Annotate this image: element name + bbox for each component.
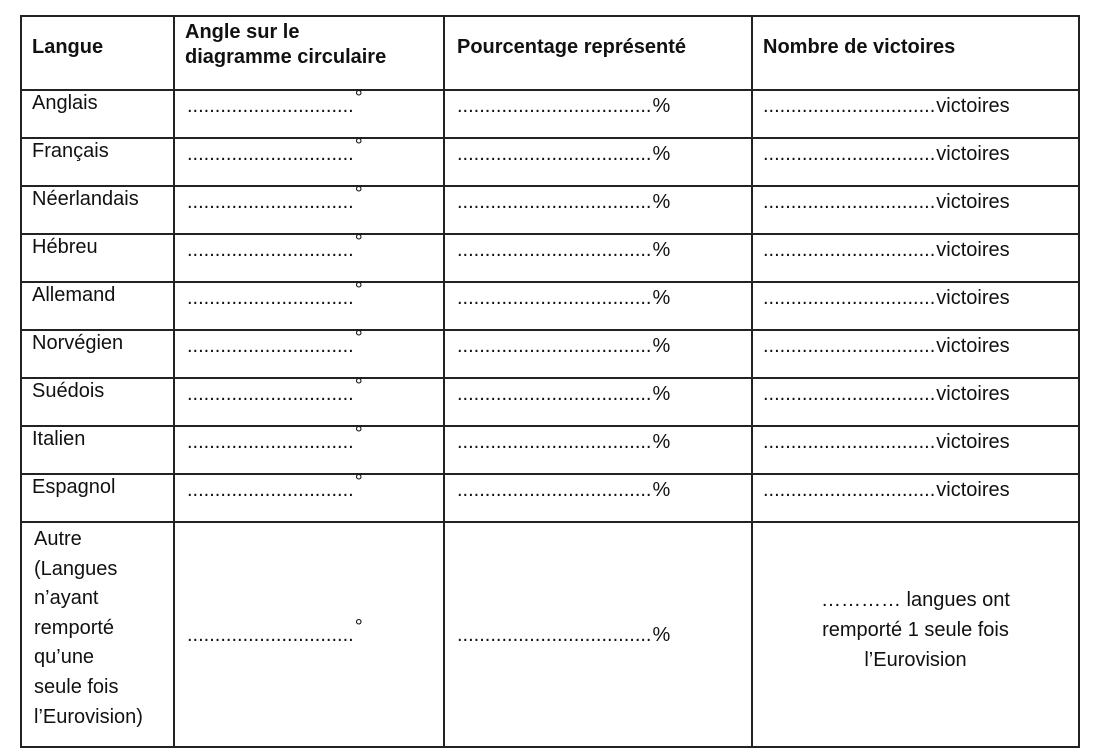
victories-unit: victoires bbox=[936, 383, 1010, 405]
header-langue bbox=[21, 16, 174, 90]
percent-cell bbox=[444, 330, 752, 378]
percent-unit: % bbox=[652, 383, 671, 405]
percent-blank[interactable] bbox=[457, 191, 741, 213]
angle-dots: .............................. bbox=[187, 479, 354, 501]
victories-dots: ............................... bbox=[763, 95, 936, 117]
percent-blank[interactable] bbox=[457, 479, 741, 501]
degree-unit: ° bbox=[354, 471, 363, 493]
victories-cell bbox=[752, 138, 1079, 186]
header-pourcentage bbox=[444, 16, 752, 90]
autre-line: remporté bbox=[34, 616, 115, 639]
angle-dots: .............................. bbox=[187, 383, 354, 405]
angle-blank[interactable] bbox=[187, 183, 433, 213]
language-name: Espagnol bbox=[32, 476, 116, 498]
victories-unit: victoires bbox=[936, 479, 1010, 501]
percent-dots: ................................... bbox=[457, 431, 652, 453]
language-cell bbox=[21, 378, 174, 426]
victories-cell bbox=[752, 234, 1079, 282]
percent-unit: % bbox=[652, 623, 671, 646]
language-name: Norvégien bbox=[32, 332, 124, 354]
percent-blank[interactable] bbox=[457, 383, 741, 405]
percent-dots: ................................... bbox=[457, 287, 652, 309]
autre-language-cell bbox=[21, 522, 174, 747]
autre-victories-line[interactable]: ………… langues ont bbox=[821, 588, 1010, 611]
language-cell bbox=[21, 186, 174, 234]
percent-blank[interactable] bbox=[457, 335, 741, 357]
table-row-autre bbox=[21, 522, 1079, 747]
victories-dots: ............................... bbox=[763, 479, 936, 501]
victories-cell bbox=[752, 426, 1079, 474]
language-cell bbox=[21, 90, 174, 138]
angle-cell bbox=[174, 375, 444, 426]
angle-blank[interactable] bbox=[187, 87, 433, 117]
header-victoires bbox=[752, 16, 1079, 90]
victories-dots: ............................... bbox=[763, 383, 936, 405]
language-name: Néerlandais bbox=[32, 188, 139, 210]
victories-cell bbox=[752, 282, 1079, 330]
angle-dots: .............................. bbox=[187, 191, 354, 213]
percent-dots: ................................... bbox=[457, 143, 652, 165]
victories-cell bbox=[752, 186, 1079, 234]
victories-cell bbox=[752, 474, 1079, 522]
table-row bbox=[21, 282, 1079, 330]
language-cell bbox=[21, 234, 174, 282]
percent-unit: % bbox=[652, 335, 671, 357]
degree-unit: ° bbox=[354, 231, 363, 253]
degree-unit: ° bbox=[354, 375, 363, 397]
percent-dots: ................................... bbox=[457, 335, 652, 357]
language-name: Italien bbox=[32, 428, 86, 450]
angle-blank[interactable] bbox=[187, 279, 433, 309]
language-name: Allemand bbox=[32, 284, 116, 306]
header-victoires-label: Nombre de victoires bbox=[763, 36, 956, 58]
victories-dots: ............................... bbox=[763, 191, 936, 213]
percent-dots: ................................... bbox=[457, 239, 652, 261]
angle-dots: .............................. bbox=[187, 143, 354, 165]
degree-unit: ° bbox=[354, 135, 363, 157]
victories-dots: ............................... bbox=[763, 287, 936, 309]
angle-blank[interactable] bbox=[187, 615, 433, 646]
angle-blank[interactable] bbox=[187, 471, 433, 501]
percent-blank[interactable] bbox=[457, 95, 741, 117]
percent-cell bbox=[444, 378, 752, 426]
percent-cell bbox=[444, 426, 752, 474]
eurovision-languages-table bbox=[20, 15, 1080, 748]
victories-dots: ............................... bbox=[763, 239, 936, 261]
angle-blank[interactable] bbox=[187, 375, 433, 405]
autre-victories-line: l’Eurovision bbox=[864, 648, 967, 671]
percent-blank[interactable] bbox=[457, 239, 741, 261]
percent-cell bbox=[444, 474, 752, 522]
degree-unit: ° bbox=[354, 327, 363, 349]
autre-line: n’ayant bbox=[34, 587, 99, 610]
autre-victories-cell bbox=[752, 522, 1079, 747]
angle-cell bbox=[174, 231, 444, 282]
victories-dots: ............................... bbox=[763, 431, 936, 453]
percent-unit: % bbox=[652, 431, 671, 453]
angle-cell bbox=[174, 135, 444, 186]
percent-cell bbox=[444, 186, 752, 234]
victories-cell bbox=[752, 378, 1079, 426]
percent-dots: ................................... bbox=[457, 383, 652, 405]
victories-cell bbox=[752, 90, 1079, 138]
table-row bbox=[21, 90, 1079, 138]
angle-blank[interactable] bbox=[187, 327, 433, 357]
angle-dots: .............................. bbox=[187, 335, 354, 357]
language-name: Anglais bbox=[32, 92, 98, 114]
victories-blank[interactable] bbox=[763, 383, 1068, 405]
angle-cell bbox=[174, 423, 444, 474]
header-row bbox=[21, 16, 1079, 90]
language-cell bbox=[21, 426, 174, 474]
percent-unit: % bbox=[652, 239, 671, 261]
language-name: Français bbox=[32, 140, 109, 162]
percent-dots: ................................... bbox=[457, 623, 652, 646]
degree-unit: ° bbox=[354, 279, 363, 301]
language-cell bbox=[21, 474, 174, 522]
degree-unit: ° bbox=[354, 615, 363, 638]
percent-dots: ................................... bbox=[457, 191, 652, 213]
victories-blank[interactable] bbox=[763, 431, 1068, 453]
percent-blank[interactable] bbox=[457, 143, 741, 165]
language-name: Hébreu bbox=[32, 236, 98, 258]
degree-unit: ° bbox=[354, 423, 363, 445]
angle-dots: .............................. bbox=[187, 239, 354, 261]
victories-blank[interactable] bbox=[763, 287, 1068, 309]
header-angle-line2: diagramme circulaire bbox=[185, 46, 387, 68]
language-cell bbox=[21, 282, 174, 330]
victories-dots: ............................... bbox=[763, 143, 936, 165]
victories-unit: victoires bbox=[936, 287, 1010, 309]
victories-blank[interactable] bbox=[763, 239, 1068, 261]
header-langue-label: Langue bbox=[32, 36, 104, 58]
table-row bbox=[21, 474, 1079, 522]
percent-cell bbox=[444, 138, 752, 186]
victories-unit: victoires bbox=[936, 143, 1010, 165]
victories-unit: victoires bbox=[936, 431, 1010, 453]
percent-unit: % bbox=[652, 143, 671, 165]
table-row bbox=[21, 234, 1079, 282]
percent-cell bbox=[444, 282, 752, 330]
victories-dots: ............................... bbox=[763, 335, 936, 357]
language-name: Suédois bbox=[32, 380, 105, 402]
percent-cell bbox=[444, 90, 752, 138]
angle-dots: .............................. bbox=[187, 95, 354, 117]
victories-blank[interactable] bbox=[763, 95, 1068, 117]
language-cell bbox=[21, 330, 174, 378]
autre-line: qu’une bbox=[34, 646, 95, 669]
autre-line: l’Eurovision) bbox=[34, 705, 143, 728]
table-row bbox=[21, 378, 1079, 426]
header-angle bbox=[174, 16, 444, 90]
angle-cell bbox=[174, 471, 444, 522]
angle-cell bbox=[174, 327, 444, 378]
percent-unit: % bbox=[652, 191, 671, 213]
angle-dots: .............................. bbox=[187, 287, 354, 309]
percent-dots: ................................... bbox=[457, 95, 652, 117]
language-cell bbox=[21, 138, 174, 186]
angle-blank[interactable] bbox=[187, 231, 433, 261]
degree-unit: ° bbox=[354, 183, 363, 205]
table-row bbox=[21, 186, 1079, 234]
victories-unit: victoires bbox=[936, 95, 1010, 117]
angle-cell bbox=[174, 87, 444, 138]
angle-cell bbox=[174, 279, 444, 330]
percent-unit: % bbox=[652, 287, 671, 309]
percent-unit: % bbox=[652, 479, 671, 501]
victories-blank[interactable] bbox=[763, 143, 1068, 165]
victories-unit: victoires bbox=[936, 239, 1010, 261]
autre-victories-line: remporté 1 seule fois bbox=[822, 618, 1009, 641]
table-row bbox=[21, 330, 1079, 378]
autre-angle-cell bbox=[174, 522, 444, 747]
percent-unit: % bbox=[652, 95, 671, 117]
angle-blank[interactable] bbox=[187, 135, 433, 165]
angle-dots: .............................. bbox=[187, 623, 354, 646]
angle-dots: .............................. bbox=[187, 431, 354, 453]
header-pourcentage-label: Pourcentage représenté bbox=[457, 36, 686, 58]
table-row bbox=[21, 426, 1079, 474]
degree-unit: ° bbox=[354, 87, 363, 109]
autre-line: Autre bbox=[34, 528, 82, 550]
percent-blank[interactable] bbox=[457, 287, 741, 309]
percent-blank[interactable] bbox=[457, 431, 741, 453]
percent-dots: ................................... bbox=[457, 479, 652, 501]
victories-blank[interactable] bbox=[763, 335, 1068, 357]
angle-blank[interactable] bbox=[187, 423, 433, 453]
victories-unit: victoires bbox=[936, 191, 1010, 213]
percent-blank[interactable] bbox=[457, 624, 741, 646]
victories-unit: victoires bbox=[936, 335, 1010, 357]
header-angle-line1: Angle sur le bbox=[185, 21, 300, 43]
victories-blank[interactable] bbox=[763, 479, 1068, 501]
autre-line: seule fois bbox=[34, 675, 119, 698]
percent-cell bbox=[444, 234, 752, 282]
angle-cell bbox=[174, 183, 444, 234]
table-row bbox=[21, 138, 1079, 186]
autre-line: (Langues bbox=[34, 557, 118, 580]
victories-blank[interactable] bbox=[763, 191, 1068, 213]
autre-percent-cell bbox=[444, 522, 752, 747]
victories-cell bbox=[752, 330, 1079, 378]
